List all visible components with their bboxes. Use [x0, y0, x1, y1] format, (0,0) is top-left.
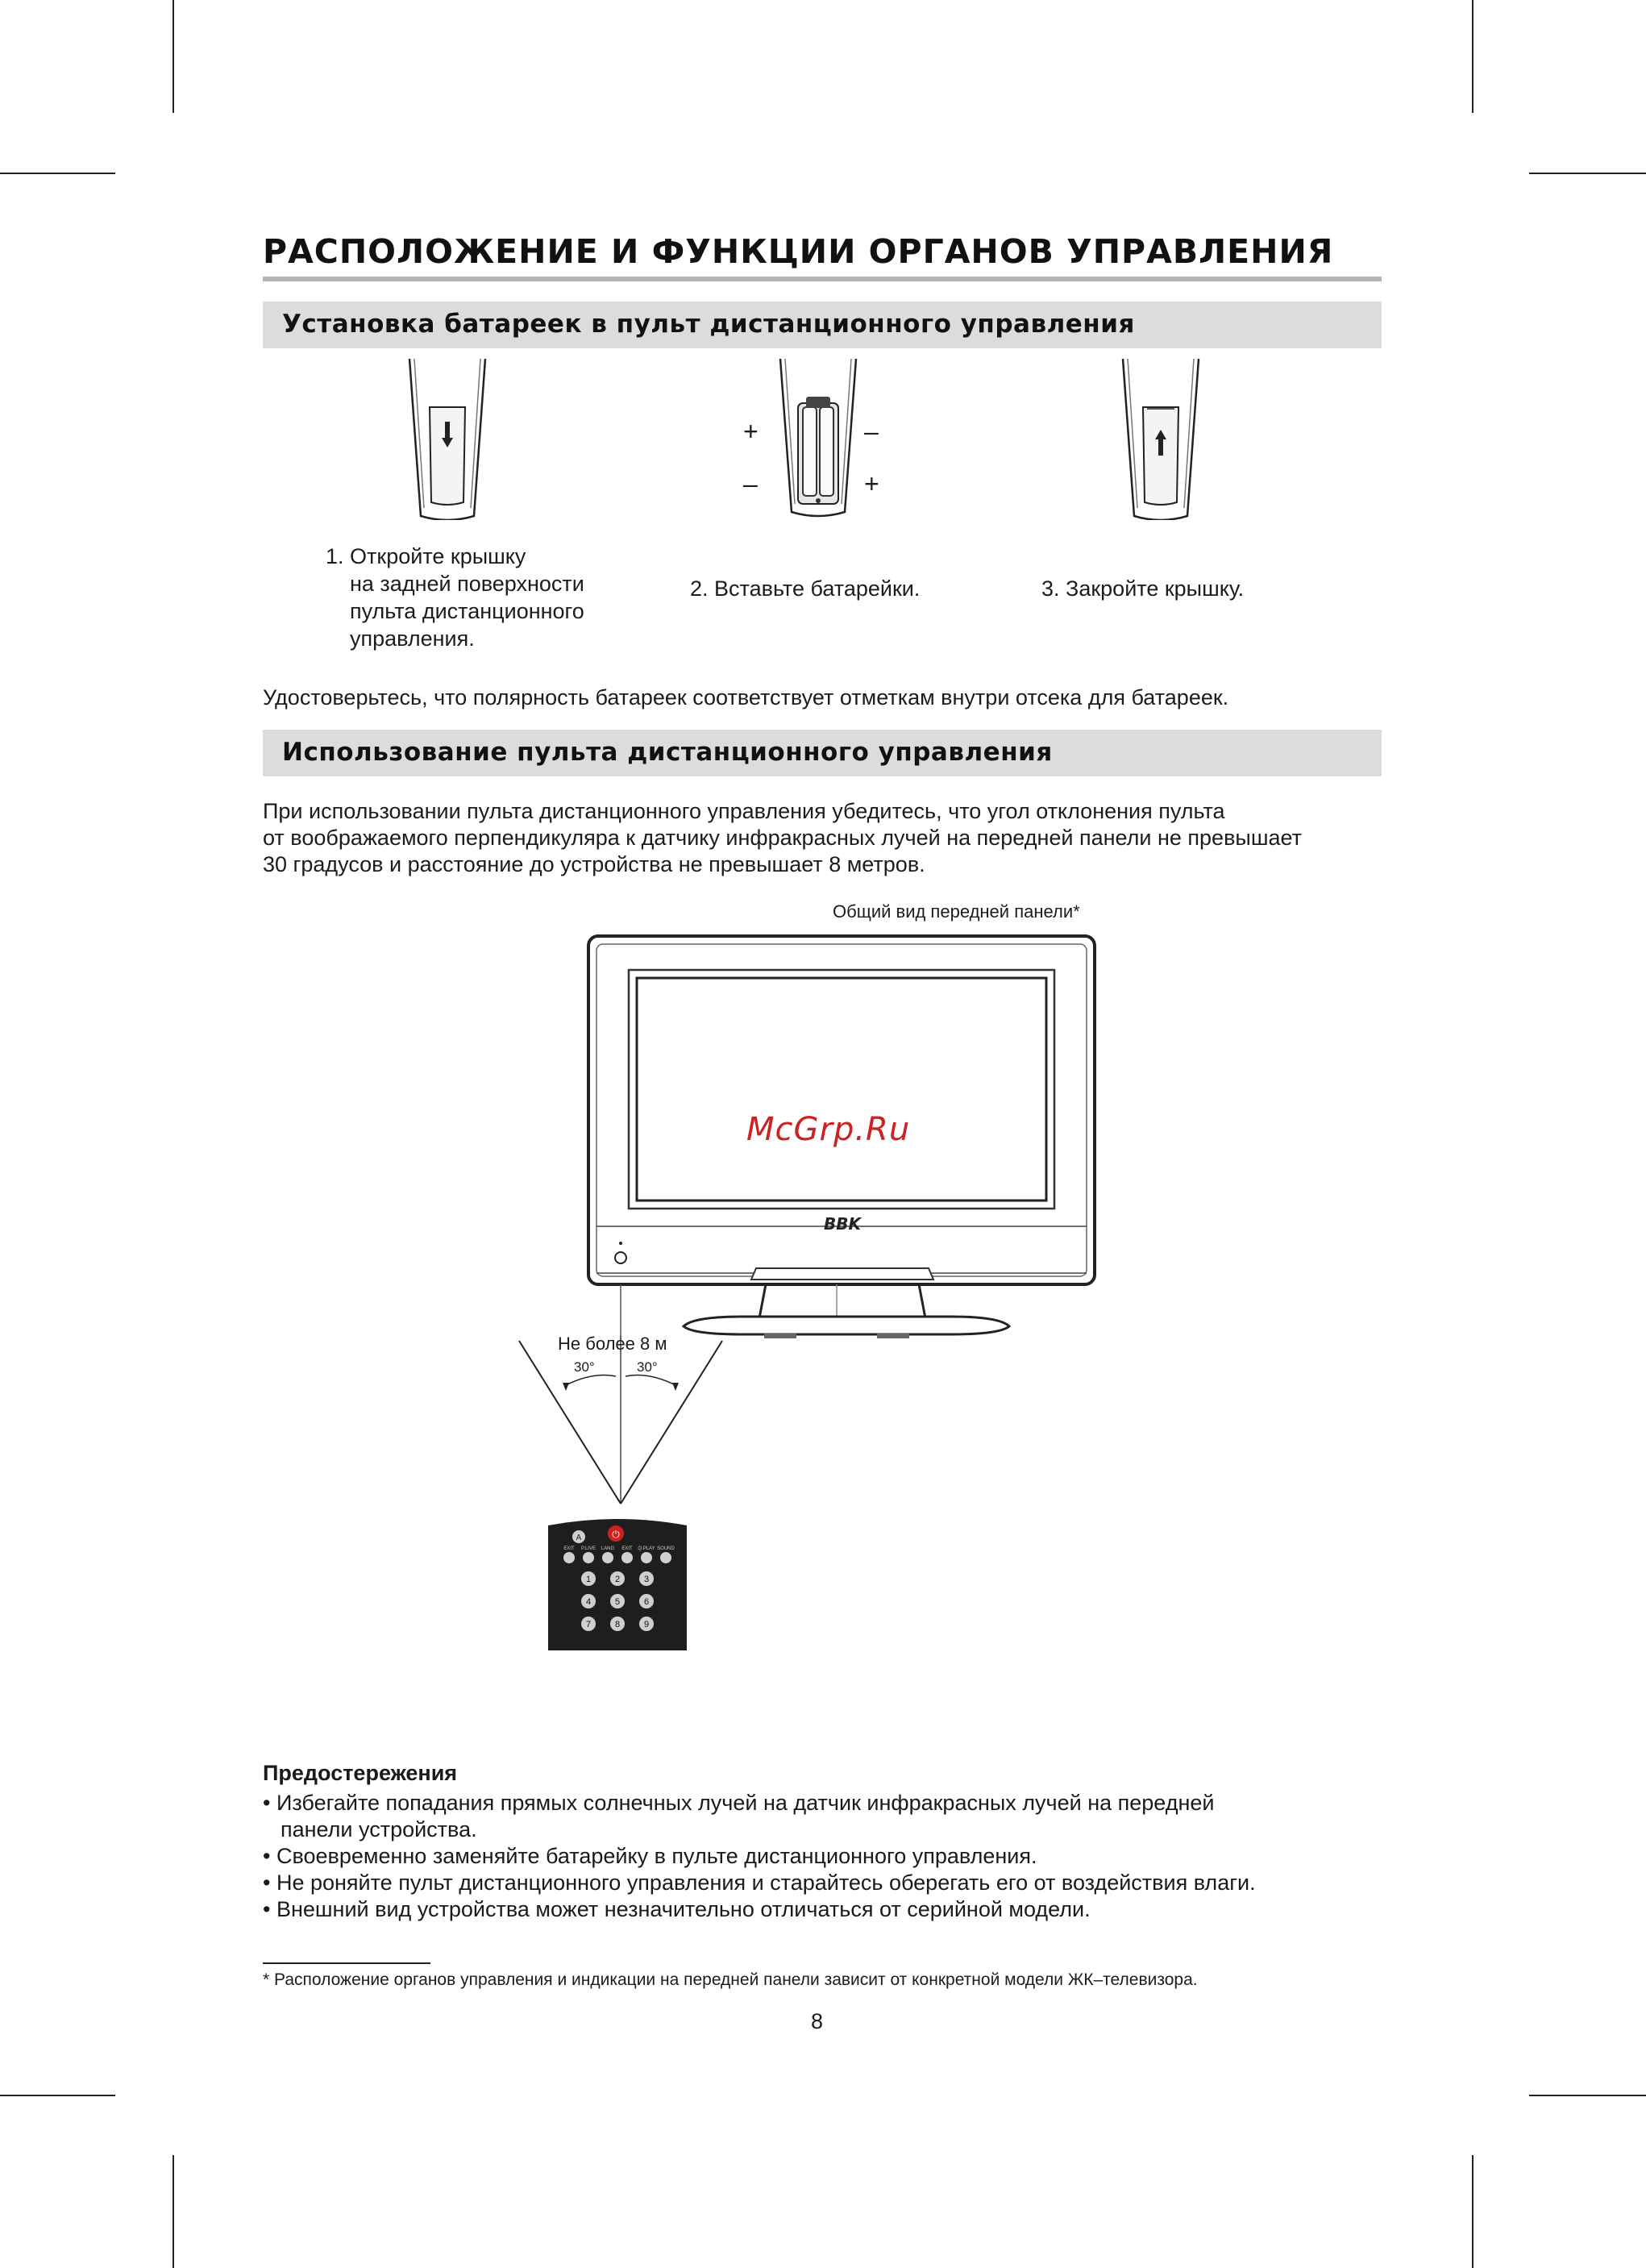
angle-right-label: 30° — [637, 1359, 658, 1375]
svg-text:⏻: ⏻ — [612, 1529, 620, 1540]
usage-paragraph-line2: от воображаемого перпендикуляра к датчику инфракрасных лучей на передней панели не превышает — [263, 826, 1302, 850]
page-number: 8 — [811, 2009, 824, 2033]
polarity-plus-right: + — [864, 469, 879, 498]
step1-line1: 1. Откройте крышку — [326, 544, 526, 568]
watermark: McGrp.Ru — [746, 1111, 911, 1148]
remote-digit-keys — [581, 1571, 654, 1631]
usage-paragraph-line3: 30 градусов и расстояние до устройства не превышает 8 метров. — [263, 852, 925, 876]
remote-key-label: Q.PLAY — [638, 1546, 655, 1551]
remote-key-a-label: A — [576, 1534, 582, 1542]
remote-digit: 7 — [585, 1620, 592, 1629]
crop-mark — [1529, 2095, 1646, 2096]
distance-label: Не более 8 м — [558, 1334, 667, 1354]
remote-key-label: SOUND — [657, 1546, 675, 1551]
warnings-block — [263, 1760, 1256, 1923]
remote-back-closed-illustration — [1116, 359, 1205, 520]
section-heading-batteries — [263, 302, 1382, 348]
step1-caption — [326, 543, 616, 652]
warning-item: • Внешний вид устройства может незначительно отличаться от серийной модели. — [263, 1897, 1091, 1921]
warning-item: • Своевременно заменяйте батарейку в пульте дистанционного управления. — [263, 1844, 1037, 1868]
remote-digit: 3 — [643, 1575, 650, 1584]
step1-rest: на задней поверхности пульта дистанционного управления. — [350, 572, 584, 651]
footnote-rule — [263, 1962, 430, 1964]
crop-mark — [1529, 173, 1646, 174]
polarity-plus-left: + — [743, 417, 759, 446]
remote-digit: 2 — [614, 1575, 621, 1584]
remote-key-label: LANG — [601, 1546, 615, 1551]
page-title: РАСПОЛОЖЕНИЕ И ФУНКЦИИ ОРГАНОВ УПРАВЛЕНИЯ — [263, 232, 1334, 271]
remote-back-open-illustration — [403, 359, 492, 520]
footnote: * Расположение органов управления и индикации на передней панели зависит от конкретной модели ЖК–телевизора. — [263, 1970, 1198, 1989]
section-heading-remote-use — [263, 730, 1382, 776]
remote-digit: 9 — [643, 1620, 650, 1629]
polarity-note: Удостоверьтесь, что полярность батареек соответствует отметкам внутри отсека для батареек. — [263, 685, 1229, 710]
remote-digit: 8 — [614, 1620, 621, 1629]
tv-brand-logo: BBK — [824, 1214, 861, 1234]
panel-caption: Общий вид передней панели* — [833, 901, 1080, 922]
section-heading-text: Использование пульта дистанционного управления — [282, 738, 1053, 767]
crop-mark — [172, 2155, 174, 2268]
remote-key-label: EXIT — [563, 1546, 575, 1551]
polarity-minus-left: – — [743, 469, 758, 498]
remote-digit: 5 — [614, 1597, 621, 1607]
section-heading-text: Установка батареек в пульт дистанционного управления — [282, 310, 1135, 339]
title-rule — [263, 277, 1382, 281]
crop-mark — [1472, 0, 1474, 113]
battery-compartment-illustration — [774, 359, 862, 520]
crop-mark — [0, 2095, 115, 2096]
step3-caption: 3. Закройте крышку. — [1041, 576, 1245, 601]
warning-item: • Не роняйте пульт дистанционного управления и старайтесь оберегать его от воздействия влаги. — [263, 1871, 1256, 1895]
warning-item: • Избегайте попадания прямых солнечных лучей на датчик инфракрасных лучей на передней — [263, 1791, 1215, 1815]
remote-control-illustration — [545, 1517, 690, 1650]
step2-caption: 2. Вставьте батарейки. — [690, 576, 921, 601]
crop-mark — [1472, 2155, 1474, 2268]
crop-mark — [172, 0, 174, 113]
warning-item-continuation: панели устройства. — [281, 1817, 477, 1841]
remote-key-label: EXIT — [621, 1546, 633, 1551]
remote-digit: 1 — [585, 1575, 592, 1584]
usage-paragraph-line1: При использовании пульта дистанционного управления убедитесь, что угол отклонения пульта — [263, 799, 1225, 823]
polarity-minus-right: – — [864, 417, 879, 446]
remote-key-label: P.LIVE — [581, 1546, 596, 1551]
angle-left-label: 30° — [574, 1359, 595, 1375]
remote-digit: 6 — [643, 1597, 650, 1607]
viewing-angle-diagram — [516, 1334, 725, 1513]
crop-mark — [0, 173, 115, 174]
remote-digit: 4 — [585, 1597, 592, 1607]
warnings-heading: Предостережения — [263, 1761, 458, 1785]
